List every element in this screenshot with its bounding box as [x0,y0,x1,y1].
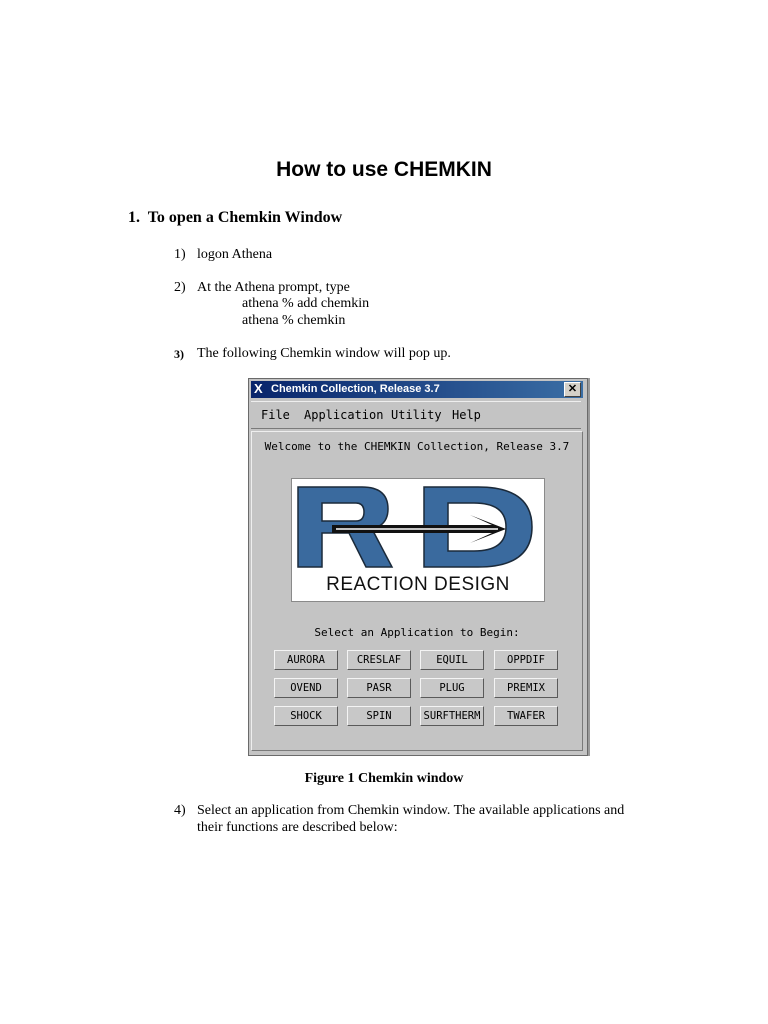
figure-caption: Figure 1 Chemkin window [304,771,464,786]
app-button-equil[interactable]: EQUIL [420,650,484,670]
step-number: 2) [174,280,186,295]
app-button-premix[interactable]: PREMIX [494,678,558,698]
step-text: Select an application from Chemkin window. The available applications and [197,803,625,818]
app-button-surftherm[interactable]: SURFTHERM [420,706,484,726]
logo-text: REACTION DESIGN [326,574,510,595]
step-text: The following Chemkin window will pop up. [197,346,451,361]
x-logo-icon: X [254,381,263,396]
menubar [251,401,581,429]
menu-file[interactable]: File [261,408,290,422]
close-button[interactable]: ✕ [564,382,581,397]
page-title: How to use CHEMKIN [276,158,492,181]
menu-help[interactable]: Help [452,408,481,422]
window-titlebar[interactable] [251,381,583,398]
chemkin-window [248,378,588,756]
app-button-twafer[interactable]: TWAFER [494,706,558,726]
app-button-spin[interactable]: SPIN [347,706,411,726]
step-number: 3) [174,347,184,361]
step-text: logon Athena [197,247,273,262]
section-number: 1. [128,209,140,226]
app-button-ovend[interactable]: OVEND [274,678,338,698]
select-application-label: Select an Application to Begin: [314,626,520,639]
app-button-plug[interactable]: PLUG [420,678,484,698]
step-number: 1) [174,247,186,262]
command-line: athena % chemkin [242,313,346,328]
step-number: 4) [174,803,186,818]
menu-application[interactable]: Application [304,408,384,422]
step-text-continued: their functions are described below: [197,820,398,835]
window-title: Chemkin Collection, Release 3.7 [271,383,440,395]
app-button-creslaf[interactable]: CRESLAF [347,650,411,670]
reaction-design-logo [291,478,545,602]
app-button-aurora[interactable]: AURORA [274,650,338,670]
step-text: At the Athena prompt, type [197,280,350,295]
app-button-oppdif[interactable]: OPPDIF [494,650,558,670]
rd-logo-icon [292,479,544,574]
command-line: athena % add chemkin [242,296,370,311]
section-title: To open a Chemkin Window [147,209,343,226]
menu-utility[interactable]: Utility [391,408,442,422]
app-button-shock[interactable]: SHOCK [274,706,338,726]
section-heading [128,209,342,227]
welcome-text: Welcome to the CHEMKIN Collection, Release 3.7 [264,440,570,453]
app-button-pasr[interactable]: PASR [347,678,411,698]
main-panel [251,431,583,751]
